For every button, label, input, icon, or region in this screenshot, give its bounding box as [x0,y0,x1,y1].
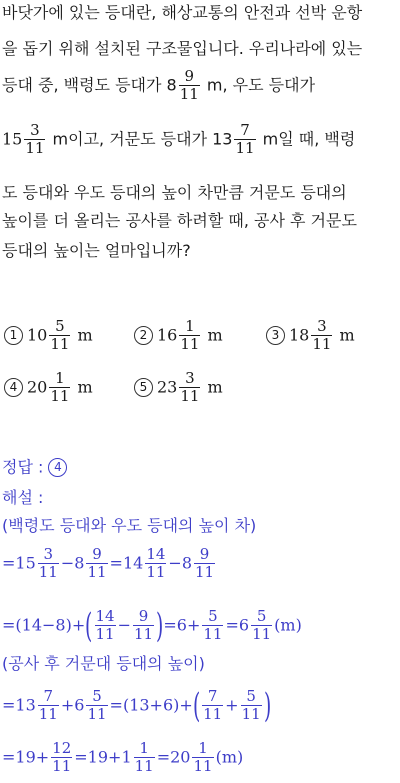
plus-sign: + [186,615,201,635]
denominator: 11 [95,625,115,643]
option-4[interactable] [4,370,93,405]
denominator: 11 [146,563,166,581]
problem-line-7: 등대의 높이는 얼마입니까? [2,241,191,260]
denominator: 11 [134,625,154,643]
equation-1 [2,546,217,581]
fraction [194,546,215,581]
whole-number: 6 [176,615,187,635]
equals-sign: = [163,615,177,635]
problem-line-6: 높이를 더 올리는 공사를 하려할 때, 공사 후 거문도 [2,211,357,230]
numerator: 5 [49,318,70,336]
denominator: 11 [38,563,58,581]
denominator: 11 [180,335,200,353]
problem-line-1: 바닷가에 있는 등대란, 해상교통의 안전과 선박 운항 [2,3,363,22]
numerator: 5 [202,608,223,626]
numerator: 9 [133,608,154,626]
fraction [49,370,70,405]
plus-sign: + [60,695,75,715]
denominator: 11 [134,757,154,775]
fraction [179,68,200,103]
problem-line-4 [2,122,355,157]
denominator: 11 [52,757,72,775]
numerator: 3 [24,122,45,140]
numerator: 3 [38,546,59,564]
problem-line-3 [2,68,315,103]
numerator: 1 [49,370,70,388]
numerator: 12 [52,739,72,757]
problem-line-2: 을 돕기 위해 설치된 구조물입니다. 우리나라에 있는 [2,39,363,58]
left-paren: ( [192,685,201,726]
option-number: 2 [134,326,153,345]
equation-2 [2,605,302,646]
option-whole: 16 [157,325,178,345]
numerator: 5 [251,608,272,626]
whole-number: 14 [122,553,144,573]
numerator: 1 [192,740,213,758]
fraction [38,546,59,581]
minus-sign: − [168,553,182,573]
whole-number: 13 [15,695,36,715]
whole-number: 20 [170,747,191,767]
numerator: 14 [95,607,115,625]
whole-number: 6 [238,615,250,635]
numerator: 7 [234,122,255,140]
step2-title: (공사 후 거문대 등대의 높이) [2,654,205,673]
fraction [24,122,45,157]
equals-sign: = [156,747,171,767]
fraction [241,688,262,723]
option-5[interactable] [134,370,223,405]
option-2[interactable] [134,318,223,353]
fraction [38,688,59,723]
option-unit: m [77,325,93,345]
numerator: 9 [179,68,200,86]
option-whole: 18 [289,325,310,345]
problem-text: 등대 중, 백령도 등대가 8 [2,75,177,95]
fraction [51,740,72,775]
denominator: 11 [50,387,70,405]
plus-sign: + [35,747,50,767]
option-unit: m [77,377,93,397]
right-paren: ) [156,605,164,646]
plus-sign: + [225,695,239,715]
option-number: 1 [4,326,23,345]
problem-text: m일 때, 백령 [262,129,356,149]
denominator: 11 [252,625,272,643]
fraction [234,122,255,157]
explain-label: 해설 : [2,488,44,507]
answer-label: 정답 : [2,457,44,477]
numerator: 3 [179,370,200,388]
denominator: 11 [203,705,223,723]
fraction [202,688,223,723]
left-paren: ( [85,605,93,646]
denominator: 11 [87,563,107,581]
numerator: 3 [311,318,332,336]
denominator: 11 [203,625,223,643]
option-unit: m [207,377,223,397]
unit: (m) [274,615,302,635]
denominator: 11 [241,705,261,723]
option-unit: m [339,325,355,345]
problem-text: 15 [2,129,23,149]
numerator: 5 [86,688,107,706]
problem-text: m, 우도 등대가 [206,75,316,95]
whole-number: 8 [74,553,85,573]
denominator: 11 [179,85,199,103]
equation-3 [2,685,271,726]
numerator: 14 [146,545,166,563]
denominator: 11 [312,335,332,353]
minus-sign: − [117,615,132,635]
fraction [192,740,213,775]
fraction [179,318,200,353]
denominator: 11 [25,139,45,157]
problem-text: m이고, 거문도 등대가 13 [52,129,233,149]
right-paren: ) [263,685,271,726]
answer-number: 4 [48,458,67,477]
unit: (m) [215,747,244,767]
equals-sign: = [2,553,16,573]
numerator: 1 [179,318,200,336]
fraction [134,740,155,775]
equals-sign: = [2,747,16,767]
numerator: 7 [38,688,59,706]
numerator: 9 [194,546,215,564]
option-number: 3 [266,326,285,345]
plus-sign: + [108,747,122,767]
numerator: 7 [202,688,223,706]
equals-sign: = [74,747,88,767]
fraction [145,546,166,581]
fraction [251,608,272,643]
problem-line-5: 도 등대와 우도 등대의 높이 차만큼 거문도 등대의 [2,183,347,202]
equals-sign: = [109,695,123,715]
denominator: 11 [195,563,215,581]
whole-number: 15 [15,553,36,573]
fraction [311,318,332,353]
denominator: 11 [87,705,107,723]
option-whole: 20 [27,377,48,397]
fraction [95,608,116,643]
numerator: 5 [241,688,262,706]
equation-4 [2,740,243,775]
numerator: 9 [86,546,107,564]
option-number: 5 [134,378,153,397]
option-number: 4 [4,378,23,397]
answer-line [2,456,71,479]
equals-sign: = [109,553,123,573]
whole-number: 19 [15,747,36,767]
fraction [133,608,154,643]
paren-expression: (14−8) [15,615,72,635]
minus-sign: − [60,553,75,573]
numerator: 1 [134,740,155,758]
equals-sign: = [2,695,16,715]
plus-sign: + [179,695,193,715]
fraction [202,608,223,643]
denominator: 11 [50,335,70,353]
equals-sign: = [2,615,16,635]
fraction [86,688,107,723]
fraction [179,370,200,405]
whole-number: 19 [87,747,109,767]
fraction [86,546,107,581]
fraction [49,318,70,353]
option-1[interactable] [4,318,93,353]
option-unit: m [207,325,223,345]
whole-number: 6 [74,695,85,715]
equals-sign: = [225,615,239,635]
denominator: 11 [38,705,58,723]
option-whole: 10 [27,325,48,345]
denominator: 11 [235,139,255,157]
whole-number: 8 [181,553,192,573]
whole-number: 1 [121,747,132,767]
plus-sign: + [71,615,86,635]
option-whole: 23 [157,377,178,397]
paren-expression: (13+6) [122,695,180,715]
denominator: 11 [193,757,213,775]
denominator: 11 [180,387,200,405]
step1-title: (백령도 등대와 우도 등대의 높이 차) [2,516,257,535]
option-3[interactable] [266,318,355,353]
